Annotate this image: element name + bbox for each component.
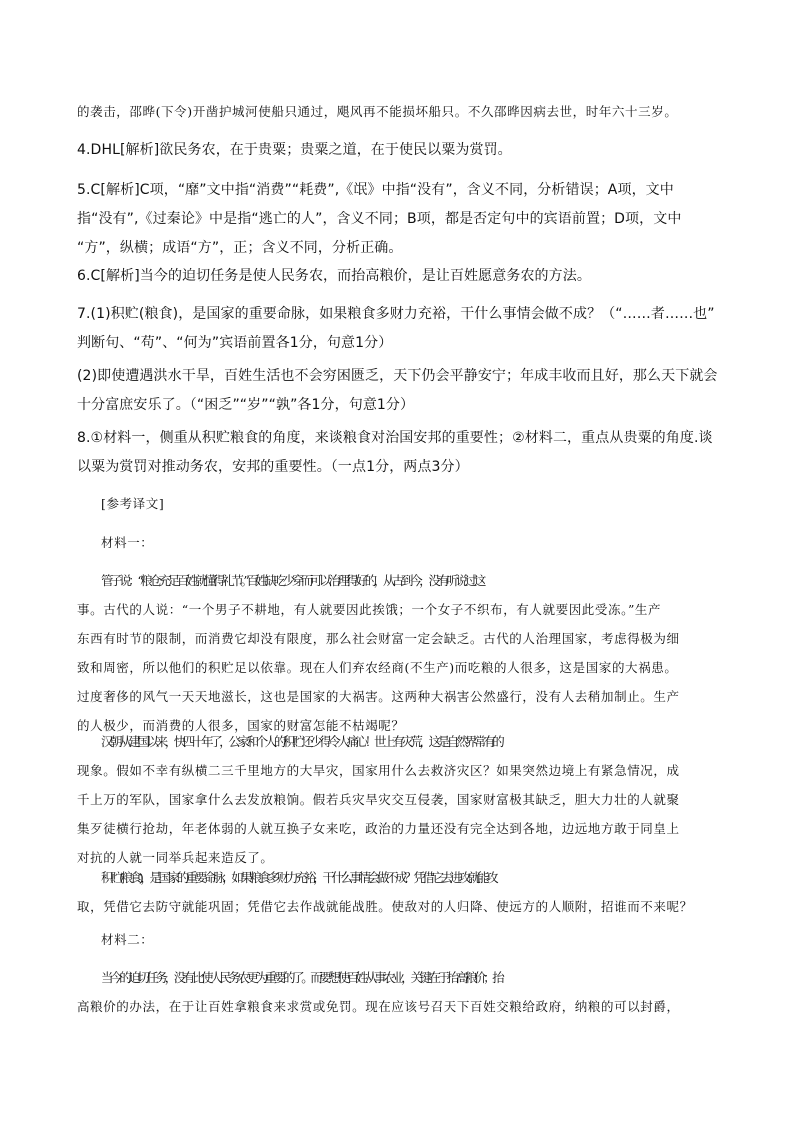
translation-paragraph-1 — [77, 566, 717, 740]
text-line: 以粟为赏罚对推动务农，安邦的重要性。（一点1分，两点3分） — [77, 459, 469, 475]
text-line: 积贮(粮食)，是国家的重要命脉，如果粮食多财力充裕，干什么事情会做不成？凭借它去进攻就能攻 — [101, 870, 496, 885]
translation-paragraph-2 — [77, 727, 717, 872]
material-1-label: 材料一： — [101, 535, 154, 550]
text-line: 致和周密，所以他们的积贮足以依靠。现在人们弃农经商(不生产)而吃粮的人很多，这是国家的大祸患。 — [77, 660, 678, 675]
text-line: 过度奢侈的风气一天天地滋长，这也是国家的大祸害。这两种大祸害公然盛行，没有人去稍加制止。生产 — [77, 689, 680, 704]
text-line: 事。古代的人说：“一个男子不耕地，有人就要因此挨饿；一个女子不织布，有人就要因此受冻。”生产 — [77, 602, 662, 617]
text-line: 6.C[解析]当今的迫切任务是使人民务农，而抬高粮价，是让百姓愿意务农的方法。 — [77, 268, 591, 284]
text-line: 汉朝从建国以来，快四十年了，公家和个人的积贮还少得令人痛心！世上有灾荒，这是自然界常有的 — [101, 734, 502, 749]
text-line: 当今的迫切任务，没有比使人民务农更为重要的了。而要想使百姓从事农业，关键在于抬高粮价；抬 — [101, 970, 502, 985]
text-line: “方”，纵横；成语“方”，正；含义不同，分析正确。 — [77, 240, 403, 256]
text-line: 判断句、“苟”、“何为”宾语前置各1分，句意1分） — [77, 335, 393, 351]
text-line: 5.C[解析]C项，“靡”文中指“消费”“耗费”,《氓》中指“没有”，含义不同，分析错误；A项，文中 — [77, 182, 674, 198]
answer-7-1 — [77, 300, 717, 358]
text-line: 千上万的军队，国家拿什么去发放粮饷。假若兵灾旱灾交互侵袭，国家财富极其缺乏，胆大力壮的人就聚 — [77, 792, 680, 807]
answer-4 — [77, 136, 717, 165]
text-line: 对抗的人就一同举兵起来造反了。 — [77, 850, 274, 865]
text-line: 取，凭借它去防守就能巩固；凭借它去作战就能战胜。使敌对的人归降、使远方的人顺附，招谁而不来呢？ — [77, 899, 693, 914]
answer-8 — [77, 424, 717, 482]
text-line: 管子说：“粮仓充足百姓就懂得礼节。”百姓缺吃少穿而可以治理得好的，从古到今，没有听说过这 — [101, 573, 483, 588]
answer-6 — [77, 262, 717, 291]
text-line: 现象。假如不幸有纵横二三千里地方的大旱灾，国家用什么去救济灾区？如果突然边境上有紧急情况，成 — [77, 763, 680, 778]
text-line: 东西有时节的限制，而消费它却没有限度，那么社会财富一定会缺乏。古代的人治理国家，考虑得极为细 — [77, 631, 680, 646]
text-line: 7.(1)积贮(粮食)，是国家的重要命脉，如果粮食多财力充裕，干什么事情会做不成？（“……者……也” — [77, 306, 715, 322]
material-2-label: 材料二： — [101, 932, 154, 947]
text-line: (2)即使遭遇洪水干旱，百姓生活也不会穷困匮乏，天下仍会平静安宁；年成丰收而且好，那么天下就会 — [77, 368, 718, 384]
text-line: 的袭击，邵晔(下令)开凿护城河使船只通过，飓风再不能损坏船只。不久邵晔因病去世，时年六十三岁。 — [77, 104, 678, 119]
text-line: 指“没有”,《过秦论》中是指“逃亡的人”，含义不同；B项，都是否定句中的宾语前置；D项，文中 — [77, 211, 682, 227]
reference-translation-heading: [参考译文] — [101, 496, 165, 511]
text-line: 4.DHL[解析]欲民务农，在于贵粟；贵粟之道，在于使民以粟为赏罚。 — [77, 142, 512, 158]
text-line: 高粮价的办法，在于让百姓拿粮食来求赏或免罚。现在应该号召天下百姓交粮给政府，纳粮的可以封爵， — [77, 999, 680, 1014]
text-line: 的人极少，而消费的人很多，国家的财富怎能不枯竭呢？ — [77, 718, 405, 733]
answer-7-2 — [77, 362, 717, 420]
translation-paragraph-3 — [77, 863, 717, 921]
answer-5 — [77, 176, 717, 263]
text-line: 集歹徒横行抢劫，年老体弱的人就互换子女来吃，政治的力量还没有完全达到各地，边远地方敢于同皇上 — [77, 821, 680, 836]
translation-paragraph-4 — [77, 963, 717, 1021]
text-line: 十分富庶安乐了。（“困乏”“岁”“孰”各1分，句意1分） — [77, 397, 415, 413]
carryover-paragraph — [77, 97, 717, 126]
text-line: 8.①材料一，侧重从积贮粮食的角度，来谈粮食对治国安邦的重要性；②材料二，重点从贵粟的角度.谈 — [77, 430, 713, 446]
